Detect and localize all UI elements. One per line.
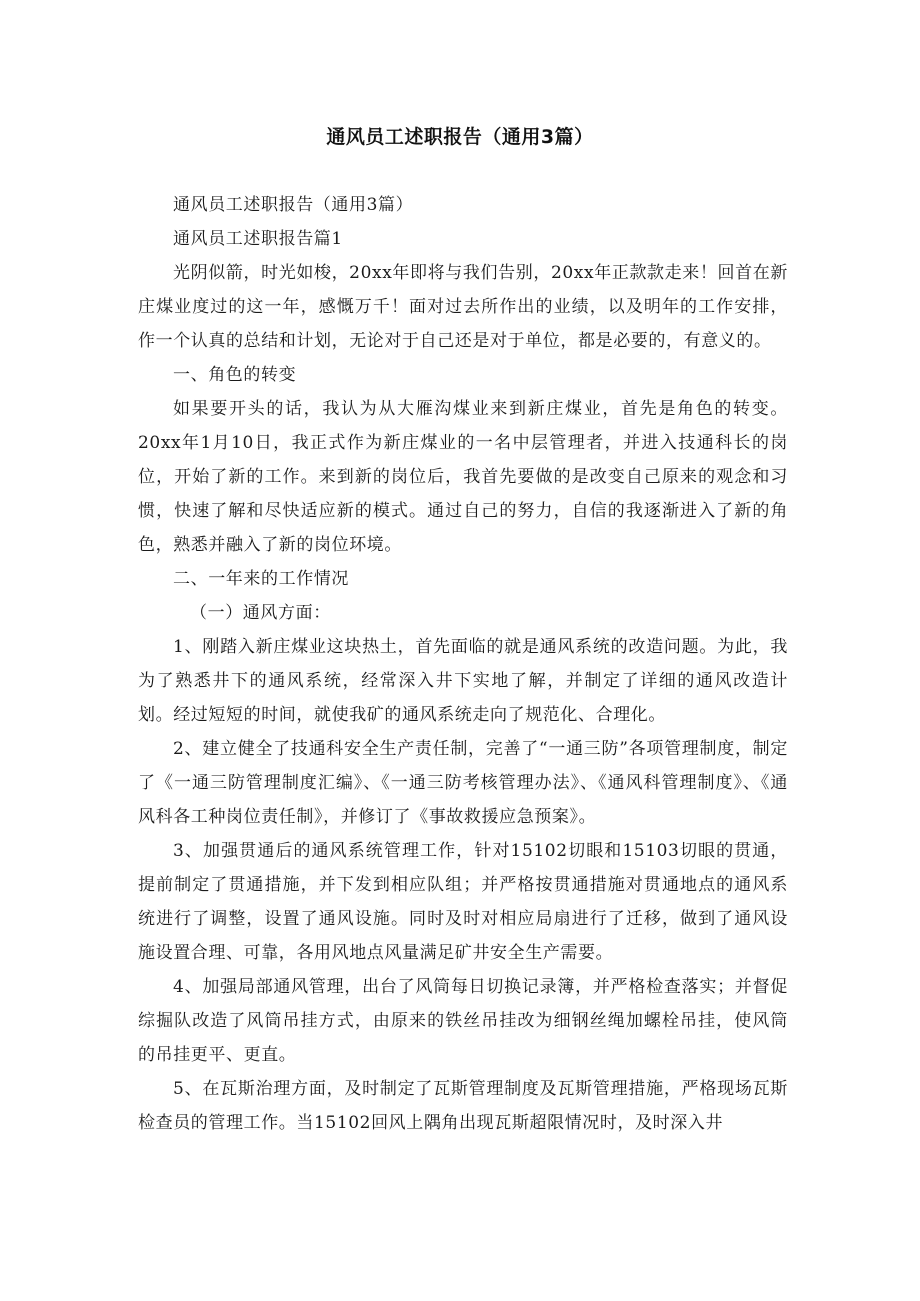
paragraph-intro: 光阴似箭，时光如梭，20xx年即将与我们告别，20xx年正款款走来！回首在新庄煤业度过的这一年，感慨万千！面对过去所作出的业绩，以及明年的工作安排，作一个认真的总结和计划，无论对于自己还是对于单位，都是必要的，有意义的。 [138, 263, 788, 351]
paragraph-item-1: 1、刚踏入新庄煤业这块热土，首先面临的就是通风系统的改造问题。为此，我为了熟悉井下的通风系统，经常深入井下实地了解，并制定了详细的通风改造计划。经过短短的时间，就使我矿的通风系统走向了规范化、合理化。 [138, 637, 788, 725]
paragraph-subheading-ventilation: （一）通风方面： [190, 603, 331, 623]
paragraph-heading-2: 二、一年来的工作情况 [173, 569, 349, 589]
paragraph-subtitle: 通风员工述职报告（通用3篇） [173, 195, 414, 215]
paragraph-section-heading: 通风员工述职报告篇1 [173, 229, 343, 249]
document-body [138, 188, 788, 1140]
paragraph-item-3: 3、加强贯通后的通风系统管理工作，针对15102切眼和15103切眼的贯通，提前制定了贯通措施，并下发到相应队组；并严格按贯通措施对贯通地点的通风系统进行了调整，设置了通风设施。同时及时对相应局扇进行了迁移，做到了通风设施设置合理、可靠，各用风地点风量满足矿井安全生产需要。 [138, 841, 788, 963]
paragraph-item-2: 2、建立健全了技通科安全生产责任制，完善了“一通三防”各项管理制度，制定了《一通三防管理制度汇编》、《一通三防考核管理办法》、《通风科管理制度》、《通风科各工种岗位责任制》，并修订了《事故救援应急预案》。 [138, 739, 788, 827]
document-title: 通风员工述职报告（通用3篇） [326, 126, 594, 148]
paragraph-role-change: 如果要开头的话，我认为从大雁沟煤业来到新庄煤业，首先是角色的转变。20xx年1月10日，我正式作为新庄煤业的一名中层管理者，并进入技通科长的岗位，开始了新的工作。来到新的岗位后，我首先要做的是改变自己原来的观念和习惯，快速了解和尽快适应新的模式。通过自己的努力，自信的我逐渐进入了新的角色，熟悉并融入了新的岗位环境。 [138, 399, 788, 555]
paragraph-heading-1: 一、角色的转变 [173, 365, 297, 385]
paragraph-item-4: 4、加强局部通风管理，出台了风筒每日切换记录簿，并严格检查落实；并督促综掘队改造了风筒吊挂方式，由原来的铁丝吊挂改为细钢丝绳加螺栓吊挂，使风筒的吊挂更平、更直。 [138, 977, 788, 1065]
paragraph-item-5: 5、在瓦斯治理方面，及时制定了瓦斯管理制度及瓦斯管理措施，严格现场瓦斯检查员的管理工作。当15102回风上隅角出现瓦斯超限情况时，及时深入井 [138, 1079, 788, 1133]
